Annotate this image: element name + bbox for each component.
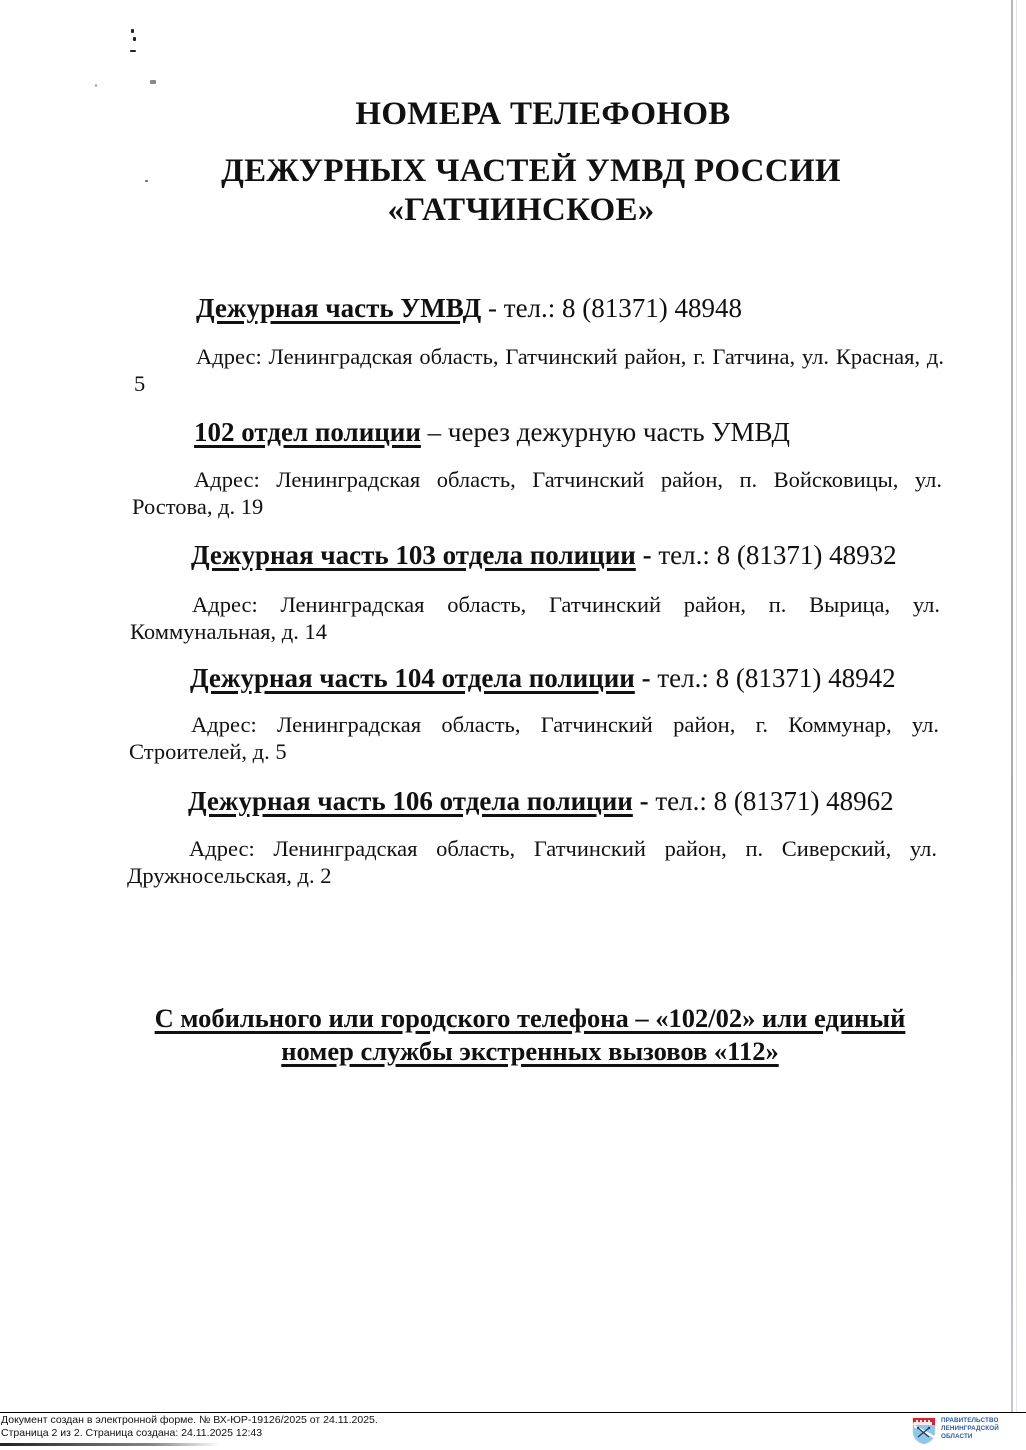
emergency-numbers-note: С мобильного или городского телефона – «102/02» или единый номер службы экстренных вызовов «112» (154, 1003, 906, 1066)
scan-speck (133, 37, 136, 41)
unit-address: Адрес: Ленинградская область, Гатчинский район, г. Гатчина, ул. Красная, д. 5 (134, 344, 944, 396)
entry-heading (194, 417, 790, 448)
document-title-line-1: НОМЕРА ТЕЛЕФОНОВ (355, 96, 731, 132)
separator: - (634, 663, 658, 693)
document-title-line-3: «ГАТЧИНСКОЕ» (387, 192, 655, 228)
document-title-line-2: ДЕЖУРНЫХ ЧАСТЕЙ УМВД РОССИИ (221, 153, 841, 189)
footer-doc-number: Документ создан в электронной форме. № ВХ-ЮР-19126/2025 от 24.11.2025. (1, 1414, 378, 1426)
unit-phone: через дежурную часть УМВД (447, 417, 790, 447)
separator: - (635, 540, 659, 570)
unit-address: Адрес: Ленинградская область, Гатчинский район, п. Вырица, ул. Коммунальная, д. 14 (130, 592, 940, 644)
separator: – (420, 417, 448, 447)
unit-phone: тел.: 8 (81371) 48932 (658, 540, 897, 570)
entry-heading (196, 293, 742, 324)
gov-name-line: ЛЕНИНГРАДСКОЙ (941, 1425, 999, 1432)
unit-address: Адрес: Ленинградская область, Гатчинский район, п. Войсковицы, ул. Ростова, д. 19 (132, 467, 942, 519)
leningrad-oblast-coat-of-arms-icon (912, 1417, 936, 1445)
gov-name-line: ОБЛАСТИ (941, 1433, 973, 1440)
separator: - (632, 786, 656, 816)
entry-heading (191, 540, 897, 571)
footer-document-info (1, 1414, 378, 1440)
footer-divider (0, 1412, 1026, 1413)
unit-name: Дежурная часть 106 отдела полиции (188, 786, 633, 816)
unit-name: Дежурная часть УМВД (196, 293, 482, 323)
entry-heading (190, 663, 896, 694)
unit-name: Дежурная часть 103 отдела полиции (191, 540, 636, 570)
scan-speck (130, 50, 136, 52)
unit-phone: тел.: 8 (81371) 48942 (657, 663, 896, 693)
government-name (941, 1417, 999, 1441)
entry-heading (188, 786, 894, 817)
unit-name: 102 отдел полиции (194, 417, 421, 447)
scan-smear (0, 1443, 220, 1446)
unit-name: Дежурная часть 104 отдела полиции (190, 663, 635, 693)
unit-address: Адрес: Ленинградская область, Гатчинский район, п. Сиверский, ул. Дружносельская, д. 2 (127, 836, 937, 888)
scan-speck (95, 84, 97, 87)
unit-address: Адрес: Ленинградская область, Гатчинский район, г. Коммунар, ул. Строителей, д. 5 (129, 712, 939, 764)
footer-page-info: Страница 2 из 2. Страница создана: 24.11.2025 12:43 (1, 1427, 263, 1439)
unit-phone: тел.: 8 (81371) 48962 (655, 786, 894, 816)
gov-name-line: ПРАВИТЕЛЬСТВО (941, 1417, 999, 1424)
scan-speck (131, 29, 134, 33)
scan-speck (150, 80, 156, 84)
government-logo (912, 1417, 999, 1445)
unit-phone: тел.: 8 (81371) 48948 (503, 293, 743, 323)
separator: - (481, 293, 504, 323)
